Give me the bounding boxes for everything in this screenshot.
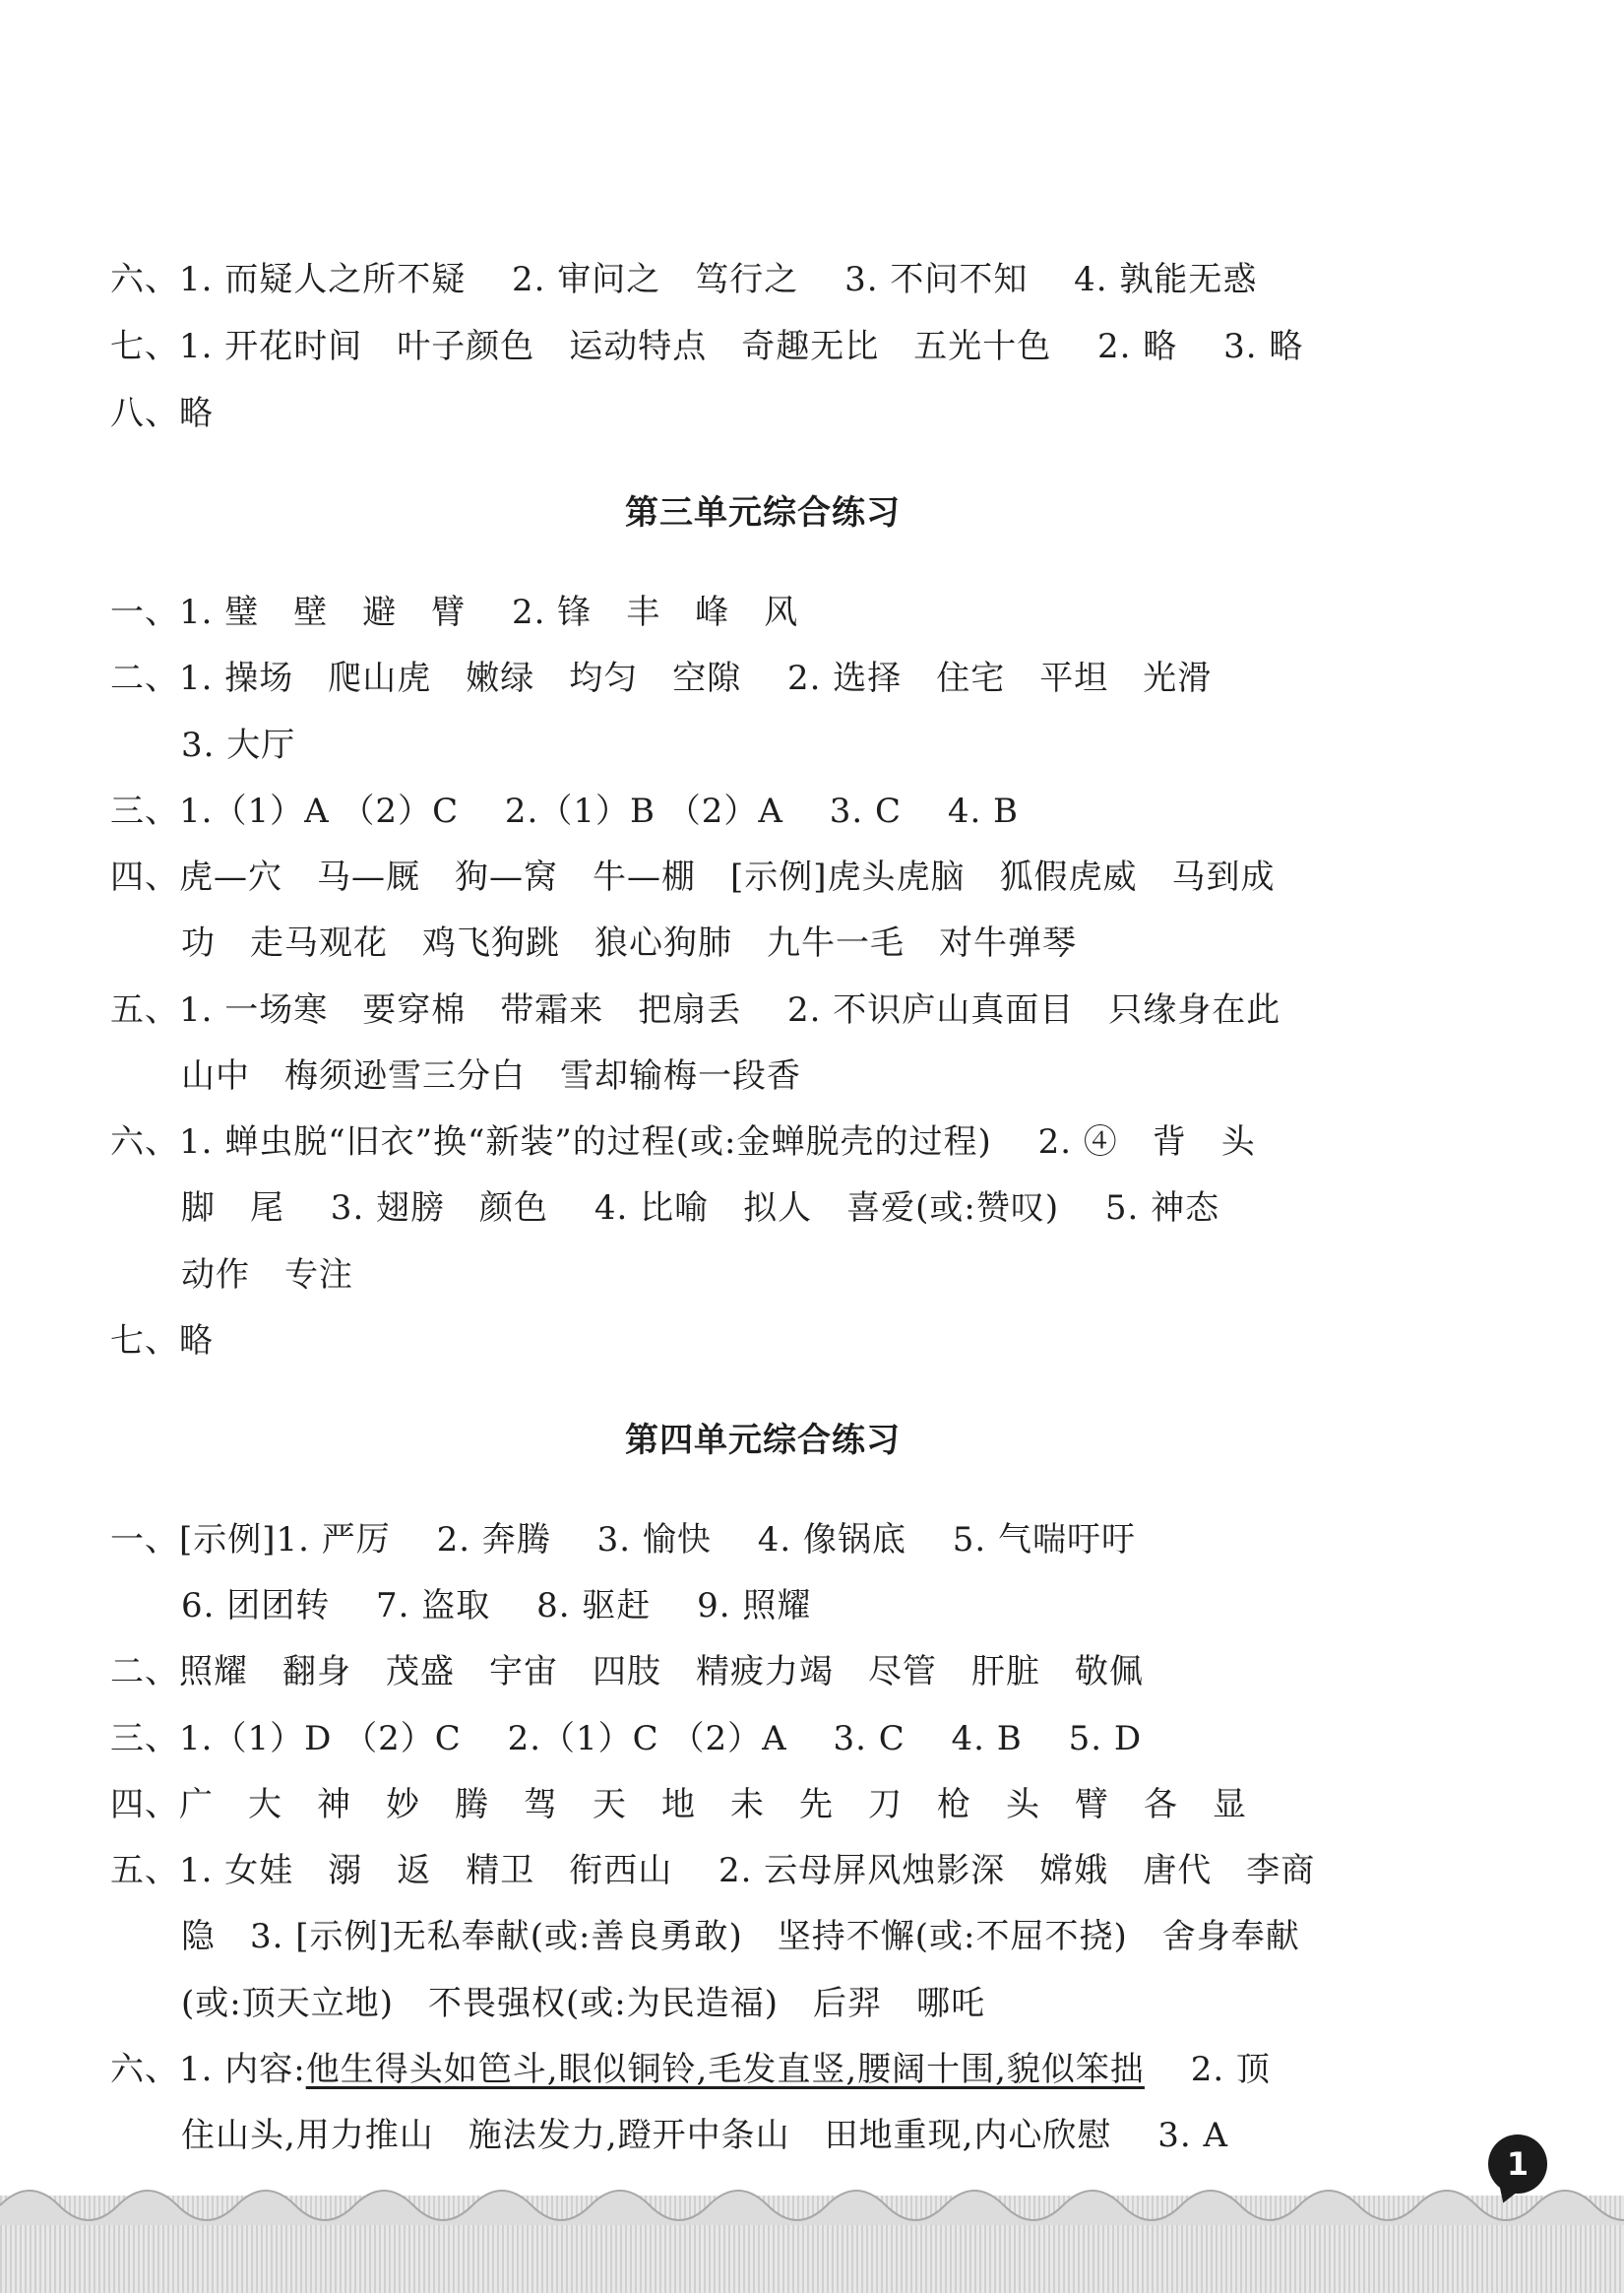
answer-line: 6. 团团转 7. 盗取 8. 驱赶 9. 照耀 [181,1586,812,1625]
answer-line: 七、1. 开花时间 叶子颜色 运动特点 奇趣无比 五光十色 2. 略 3. 略 [110,327,1304,366]
answer-line: 二、1. 操场 爬山虎 嫩绿 均匀 空隙 2. 选择 住宅 平坦 光滑 [110,659,1213,698]
answer-line: 一、[示例]1. 严厉 2. 奔腾 3. 愉快 4. 像锅底 5. 气喘吁吁 [110,1520,1136,1560]
answer-line: 四、虎—穴 马—厩 狗—窝 牛—棚 [示例]虎头虎脑 狐假虎威 马到成 [110,858,1276,897]
unit3-heading: 第三单元综合练习 [625,493,901,533]
answer-line: 3. 大厅 [181,726,296,765]
answer-suffix: 2. 顶 [1144,2050,1271,2089]
answer-line: 四、广 大 神 妙 腾 驾 天 地 未 先 刀 枪 头 臂 各 显 [110,1785,1247,1824]
answer-line: 八、略 [110,394,214,433]
answer-line: 六、1. 蝉虫脱“旧衣”换“新装”的过程(或:金蝉脱壳的过程) 2. ④ 背 头 [110,1122,1256,1162]
answer-line: 三、1.（1）D （2）C 2.（1）C （2）A 3. C 4. B 5. D [110,1719,1143,1758]
answer-line: 六、1. 而疑人之所不疑 2. 审问之 笃行之 3. 不问不知 4. 孰能无惑 [110,260,1258,299]
answer-line: 住山头,用力推山 施法发力,蹬开中条山 田地重现,内心欣慰 3. A [181,2116,1229,2155]
answer-line: 隐 3. [示例]无私奉献(或:善良勇敢) 坚持不懈(或:不屈不挠) 舍身奉献 [181,1917,1300,1956]
answer-line: 七、略 [110,1321,214,1361]
answer-prefix: 六、1. 内容: [110,2050,306,2089]
answer-line: 三、1.（1）A （2）C 2.（1）B （2）A 3. C 4. B [110,792,1020,831]
answer-line: 二、照耀 翻身 茂盛 宇宙 四肢 精疲力竭 尽管 肝脏 敬佩 [110,1652,1144,1691]
answer-line: 功 走马观花 鸡飞狗跳 狼心狗肺 九牛一毛 对牛弹琴 [181,924,1077,963]
answer-line: 一、1. 璧 壁 避 臂 2. 锋 丰 峰 风 [110,593,799,632]
underlined-answer: 他生得头如笆斗,眼似铜铃,毛发直竖,腰阔十围,貌似笨拙 [305,2050,1145,2089]
answer-line: 脚 尾 3. 翅膀 颜色 4. 比喻 拟人 喜爱(或:赞叹) 5. 神态 [181,1188,1220,1228]
wave-border-icon [0,2166,1624,2225]
unit4-heading: 第四单元综合练习 [625,1421,901,1460]
answer-line: (或:顶天立地) 不畏强权(或:为民造福) 后羿 哪吒 [181,1984,985,2023]
answer-line: 五、1. 一场寒 要穿棉 带霜来 把扇丢 2. 不识庐山真面目 只缘身在此 [110,990,1281,1030]
answer-line [110,2048,1271,2091]
answer-line: 山中 梅须逊雪三分白 雪却输梅一段香 [181,1056,801,1096]
answer-line: 动作 专注 [181,1255,353,1295]
answer-line: 五、1. 女娃 溺 返 精卫 衔西山 2. 云母屏风烛影深 嫦娥 唐代 李商 [110,1851,1316,1890]
page-number-badge: 1 [1488,2134,1547,2194]
wave-footer-decoration [0,2196,1624,2293]
